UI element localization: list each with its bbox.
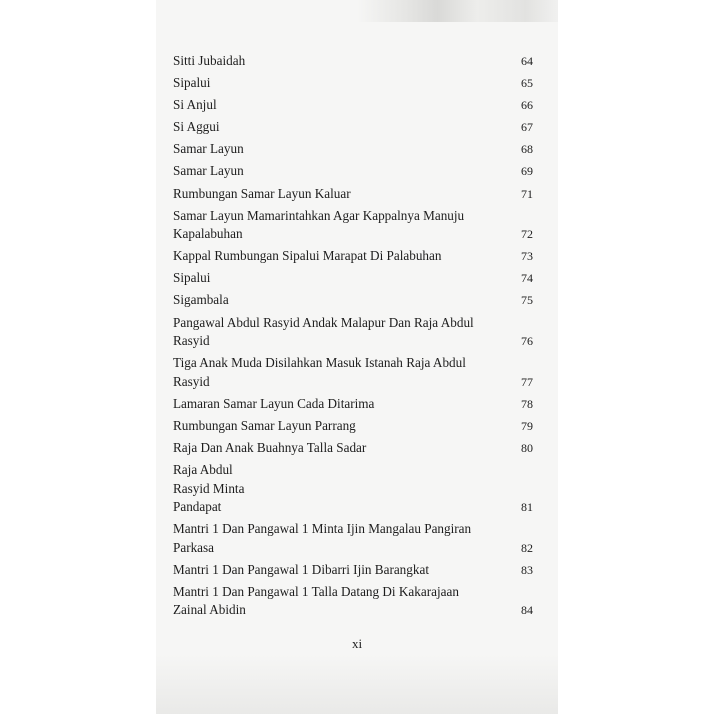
toc-entry-title: Pangawal Abdul Rasyid Andak Malapur Dan Raja Abdul Rasyid (173, 314, 474, 349)
toc-entry-title: Si Aggui (173, 119, 220, 135)
toc-entry-page: 79 (521, 418, 533, 433)
toc-entry-title: Sitti Jubaidah (173, 53, 246, 68)
toc-entry-title: Mantri 1 Dan Pangawal 1 Minta Ijin Mangalau Pangiran Parkasa (173, 521, 472, 555)
toc-entry-page: 76 (521, 334, 533, 349)
toc-entry (173, 354, 533, 391)
toc-entry (173, 247, 533, 266)
toc-entry-page: 75 (521, 293, 533, 308)
toc-entry (173, 52, 533, 71)
toc-entry-title: Rumbungan Samar Layun Kaluar (173, 185, 351, 201)
toc-entry-title: Samar Layun (173, 141, 244, 157)
toc-entry (173, 96, 533, 115)
toc-entry (173, 269, 533, 288)
toc-entry-title: Mantri 1 Dan Pangawal 1 Dibarri Ijin Barangkat (173, 561, 429, 577)
toc-entry-title: Tiga Anak Muda Disilahkan Masuk Istanah Raja Abdul Rasyid (173, 355, 466, 389)
toc-entry (173, 395, 533, 414)
toc-entry-title: Rumbungan Samar Layun Parrang (173, 417, 356, 433)
toc-entry-page: 65 (521, 76, 533, 91)
toc-entry (173, 314, 533, 351)
toc-entry (173, 561, 533, 580)
toc-entry-title: Si Anjul (173, 97, 217, 113)
toc-entry (173, 520, 533, 557)
book-page (156, 0, 558, 714)
page-number: xi (351, 636, 363, 651)
toc-entry-page: 82 (521, 540, 533, 555)
toc-entry-page: 77 (521, 374, 533, 389)
toc-entry (173, 291, 533, 310)
toc-entry-title: Raja Dan Anak Buahnya Talla Sadar (173, 439, 367, 455)
toc-entry-page: 67 (521, 120, 533, 135)
toc-entry-title: Samar Layun (173, 163, 244, 179)
toc-entry-page: 78 (521, 396, 533, 411)
toc-entry (173, 140, 533, 159)
toc-entry-page: 73 (521, 249, 533, 264)
toc-entry (173, 461, 533, 517)
toc-entry-page: 83 (521, 562, 533, 577)
toc-entry (173, 207, 533, 244)
toc-entry-page: 84 (521, 603, 533, 618)
toc-entry-page: 72 (521, 227, 533, 242)
toc-entry-title: Raja Abdul Rasyid Minta Pandapat (173, 462, 245, 514)
toc-entry (173, 583, 533, 620)
toc-entry-title: Sipalui (173, 270, 211, 286)
toc-entry (173, 417, 533, 436)
toc-entry-page: 64 (521, 54, 533, 68)
toc-entry (173, 185, 533, 204)
toc-entry (173, 439, 533, 458)
toc-entry-page: 66 (521, 98, 533, 113)
toc-entry-page: 74 (521, 271, 533, 286)
toc-entry-page: 69 (521, 164, 533, 179)
toc-entry-title: Sipalui (173, 75, 211, 91)
toc-entry-title: Lamaran Samar Layun Cada Ditarima (173, 395, 375, 411)
toc-entry-page: 71 (521, 186, 533, 201)
toc-entry-title: Kappal Rumbungan Sipalui Marapat Di Palabuhan (173, 248, 442, 264)
toc-entry-title: Mantri 1 Dan Pangawal 1 Talla Datang Di Kakarajaan Zainal Abidin (173, 583, 459, 618)
toc-entry-page: 80 (521, 440, 533, 455)
table-of-contents (173, 52, 533, 623)
toc-entry (173, 74, 533, 93)
toc-entry-page: 81 (521, 500, 533, 514)
toc-entry-title: Samar Layun Mamarintahkan Agar Kappalnya Manuju Kapalabuhan (173, 207, 465, 242)
toc-entry-title: Sigambala (173, 292, 229, 308)
toc-entry (173, 162, 533, 181)
toc-entry (173, 118, 533, 137)
toc-entry-page: 68 (521, 142, 533, 157)
